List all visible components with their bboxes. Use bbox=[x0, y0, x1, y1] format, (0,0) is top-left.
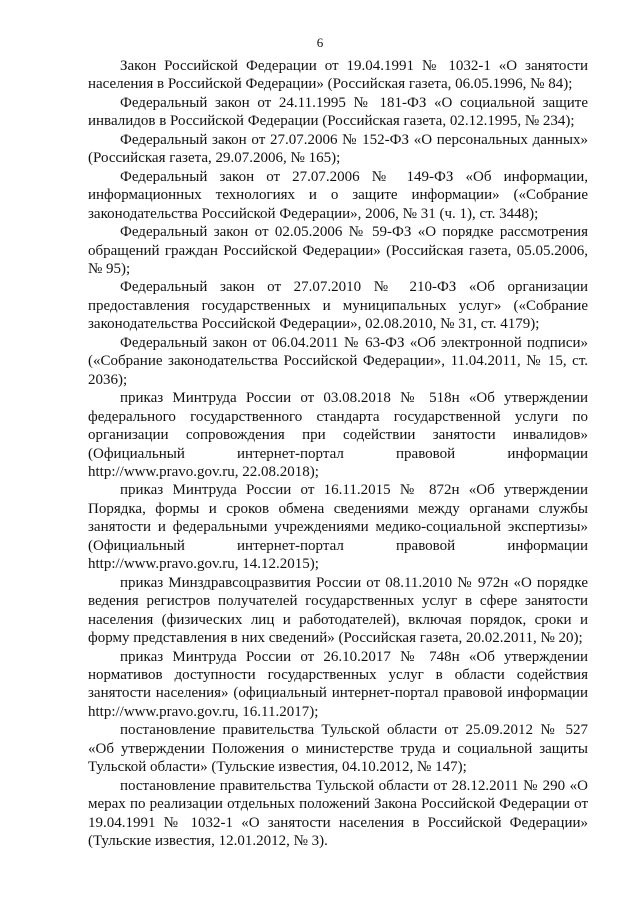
paragraph-order-872n: приказ Минтруда России от 16.11.2015 № 872н «Об утверждении Порядка, формы и сроков обмена сведениями между органами службы занятости и федеральными учреждениями медико-социальной экспертизы» (Официальный интернет-портал правовой информации http://www.pravo.gov.ru, 14.12.2015); bbox=[88, 482, 588, 573]
legal-acts-list bbox=[88, 57, 588, 850]
paragraph-resolution-527: постановление правительства Тульской области от 25.09.2012 № 527 «Об утверждении Положения о министерстве труда и социальной защиты Тульской области» (Тульские известия, 04.10.2012, № 147); bbox=[88, 722, 588, 776]
paragraph-law-181-fz: Федеральный закон от 24.11.1995 № 181-ФЗ «О социальной защите инвалидов в Российской Федерации (Российская газета, 02.12.1995, № 234); bbox=[88, 94, 588, 130]
paragraph-law-210-fz: Федеральный закон от 27.07.2010 № 210-ФЗ «Об организации предоставления государственных и муниципальных услуг» («Собрание законодательства Российской Федерации», 02.08.2010, № 31, ст. 4179); bbox=[88, 279, 588, 333]
paragraph-law-59-fz: Федеральный закон от 02.05.2006 № 59-ФЗ «О порядке рассмотрения обращений граждан Российской Федерации» (Российская газета, 05.05.2006, № 95); bbox=[88, 224, 588, 277]
paragraph-order-518n: приказ Минтруда России от 03.08.2018 № 518н «Об утверждении федерального государственного стандарта государственной услуги по организации сопровождения при содействии занятости инвалидов» (Официальный интернет-портал правовой информации http://www.pravo.gov.ru, 22.08.2018); bbox=[88, 390, 588, 480]
paragraph-resolution-290: постановление правительства Тульской области от 28.12.2011 № 290 «О мерах по реализации отдельных положений Закона Российской Федерации от 19.04.1991 № 1032-1 «О занятости населения в Российской Федерации» (Тульские известия, 12.01.2012, № 3). bbox=[88, 777, 588, 850]
paragraph-order-972n: приказ Минздравсоцразвития России от 08.11.2010 № 972н «О порядке ведения регистров получателей государственных услуг в сфере занятости населения (физических лиц и работодателей), включая порядок, сроки и форму представления в них сведений» (Российская газета, 20.02.2011, № 20); bbox=[88, 574, 588, 647]
page-number: 6 bbox=[316, 35, 324, 50]
paragraph-law-63-fz: Федеральный закон от 06.04.2011 № 63-ФЗ «Об электронной подписи» («Собрание законодательства Российской Федерации», 11.04.2011, № 15, ст. 2036); bbox=[88, 334, 588, 388]
paragraph-order-748n: приказ Минтруда России от 26.10.2017 № 748н «Об утверждении нормативов доступности государственных услуг в области содействия занятости населения» (официальный интернет-портал правовой информации http://www.pravo.gov.ru, 16.11.2017); bbox=[88, 648, 588, 720]
paragraph-law-1032-1: Закон Российской Федерации от 19.04.1991 № 1032-1 «О занятости населения в Российской Федерации» (Российская газета, 06.05.1996, № 84); bbox=[88, 58, 588, 93]
paragraph-law-152-fz: Федеральный закон от 27.07.2006 № 152-ФЗ «О персональных данных» (Российская газета, 29.07.2006, № 165); bbox=[88, 131, 588, 167]
paragraph-law-149-fz: Федеральный закон от 27.07.2006 № 149-ФЗ «Об информации, информационных технологиях и о защите информации» («Собрание законодательства Российской Федерации», 2006, № 31 (ч. 1), ст. 3448); bbox=[88, 168, 588, 222]
